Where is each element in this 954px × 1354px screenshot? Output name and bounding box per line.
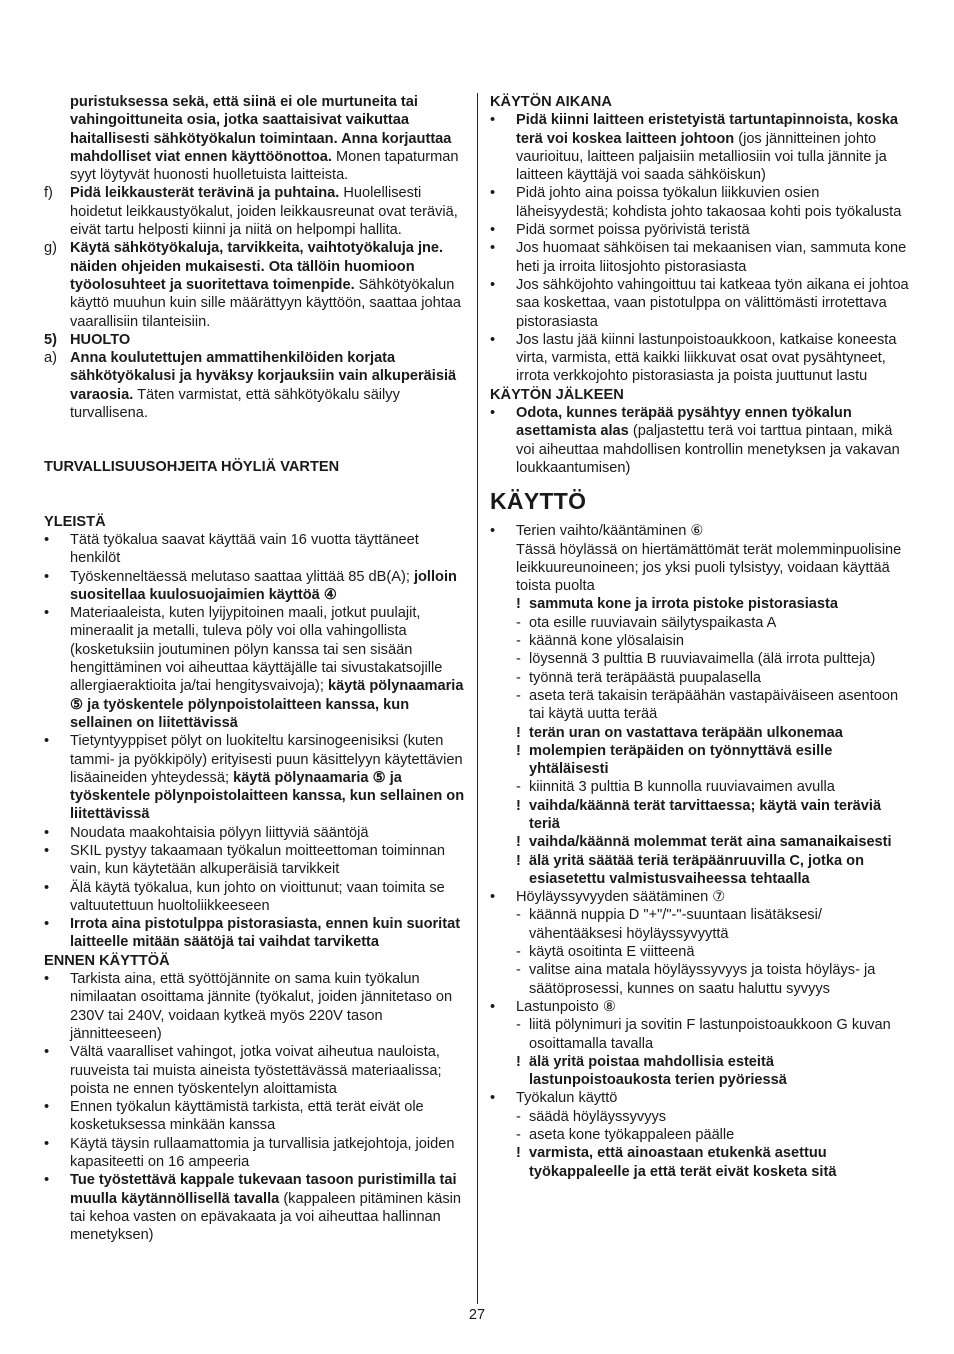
warning-step [490, 1144, 910, 1181]
warning-step [490, 833, 910, 851]
warning-marker: ! [516, 797, 521, 814]
warning-step [490, 852, 910, 889]
step-item [490, 778, 910, 796]
list-item [490, 221, 910, 239]
after-use-heading: KÄYTÖN JÄLKEEN [490, 386, 624, 403]
dash-marker: - [516, 1127, 521, 1144]
list-item [44, 1171, 468, 1244]
step-item [490, 614, 910, 632]
bullet: • [44, 842, 50, 859]
list-item [490, 111, 910, 184]
list-item-tail-text: (kappaleen pitäminen käsin tai kehoa vasten on epävakaata ja voi aiheuttaa hallinnan menetyksen) [70, 1190, 461, 1244]
list-item-normal-text: Materiaaleista, kuten lyijypitoinen maali, jotkut puulajit, mineraalit ja metalli, tuleva pöly voi olla vahingollista (kosketuksiin joutuminen pölyn kanssa tai sen sisään hengittäminen voi aiheuttaa käyttäjälle tai sivustakatsojille allergiaeraktioita ja/tai hengitysvaivoja); [70, 605, 443, 695]
list-item-bold-text: Tue työstettävä kappale tukevaan tasoon puristimilla tai muulla käytännöllisellä tavalla [70, 1172, 457, 1207]
item-f-marker: f) [44, 185, 53, 202]
warning-step [490, 742, 910, 779]
list-item-normal-text: Tietyntyyppiset pölyt on luokiteltu karsinogeenisiksi (kuten tammi- ja pyökkipöly) erityisesti puun käsittelyyn käytettävien lisäaineiden yhteydessä; [70, 733, 463, 786]
step-text: älä yritä säätää teriä teräpäänruuvilla C, jotka on esiasetettu valmistusvaiheessa tehtaalla [529, 852, 864, 887]
depth-adjust-steps [490, 906, 910, 997]
item-f-bold: Pidä leikkausterät terävinä ja puhtaina. [70, 185, 340, 202]
list-item-normal-text: Älä käytä työkalua, kun johto on vioittunut; vaan toimita se valtuutettuun huoltoliikkeeseen [70, 879, 445, 914]
list-item [490, 331, 910, 386]
step-text: aseta kone työkappaleen päälle [529, 1127, 735, 1144]
step-text: käännä kone ylösalaisin [529, 633, 684, 650]
warning-step [490, 797, 910, 834]
warning-marker: ! [516, 724, 521, 741]
list-item [44, 970, 468, 1043]
item-g-normal: Sähkötyökalun käyttö muuhun kuin sille määrättyyn käyttöön, saattaa johtaa vaarallisiin tilanteisiin. [70, 276, 462, 330]
list-item-normal-text: Vältä vaaralliset vahingot, jotka voivat aiheutua nauloista, ruuveista tai muista aineista työstettävässä materiaalissa; poista ne ennen työskentelyn aloittamista [70, 1044, 442, 1097]
list-item [44, 824, 468, 842]
list-item-normal-text: Jos sähköjohto vahingoittuu tai katkeaa työn aikana ei johtoa saa koskettaa, vaan pistotulppa on välittömästi irrotettava pistorasiasta [516, 276, 909, 330]
list-item-tail-text: (jos jännitteinen johto vaurioituu, laitteen paljaisiin metalliosiin voi tulla jännite ja laitteen käyttäjä voi saada sähköiskun) [516, 130, 887, 184]
step-text: valitse aina matala höyläyssyvyys ja toista höyläys- ja säätöprosessi, kunnes on saatu haluttu syvyys [529, 962, 876, 997]
warning-marker: ! [516, 742, 521, 759]
list-item [44, 842, 468, 879]
general-list [44, 531, 468, 952]
item-g-marker: g) [44, 240, 57, 257]
bullet: • [44, 733, 50, 750]
list-item [44, 1135, 468, 1172]
step-item [490, 1126, 910, 1144]
section-5-marker: 5) [44, 331, 57, 348]
bullet: • [44, 1099, 50, 1116]
left-column [44, 93, 468, 1245]
dash-marker: - [516, 1017, 521, 1034]
warning-marker: ! [516, 1053, 521, 1070]
bullet: • [44, 971, 50, 988]
step-text: aseta terä takaisin teräpäähän vastapäiväiseen asentoon tai käytä uutta terää [529, 687, 899, 723]
continued-paragraph [44, 93, 468, 184]
list-item-bold-text: jolloin suositellaa kuulosuojaimien käyttöä ④ [70, 568, 457, 603]
list-item-normal-text: Jos lastu jää kiinni lastunpoistoaukkoon, katkaise koneesta virta, varmista, että kaikki liikkuvat osat ovat pysähtyneet, irrota verkkojohto pistorasiasta ja poista juuttunut lastu [516, 331, 897, 385]
bullet: • [490, 523, 496, 540]
blade-change-steps [490, 595, 910, 888]
bullet: • [44, 824, 50, 841]
step-text: työnnä terä teräpäästä puupalasella [529, 669, 762, 686]
step-text: molempien teräpäiden on työnnyttävä esille yhtäläisesti [529, 742, 833, 778]
list-item-normal-text: Tätä työkalua saavat käyttää vain 16 vuotta täyttäneet henkilöt [70, 531, 419, 567]
bullet: • [44, 531, 50, 548]
bullet: • [44, 1172, 50, 1189]
bullet: • [490, 276, 496, 293]
bullet: • [44, 1135, 50, 1152]
item-g [44, 239, 468, 330]
warning-marker: ! [516, 852, 521, 869]
list-item [44, 879, 468, 916]
bullet: • [490, 331, 496, 348]
step-text: käännä nuppia D "+"/"-"-suuntaan lisätäksesi/ vähentääksesi höyläyssyvyyttä [529, 907, 822, 942]
step-item [490, 961, 910, 998]
step-text: sammuta kone ja irrota pistoke pistorasiasta [529, 596, 839, 613]
list-item-normal-text: Jos huomaat sähköisen tai mekaanisen vian, sammuta kone heti ja irroita liitosjohto pistorasiasta [516, 240, 907, 275]
list-item-normal-text: Pidä sormet poissa pyörivistä teristä [516, 222, 750, 239]
bullet: • [490, 185, 496, 202]
list-item [490, 276, 910, 331]
list-item-normal-text: Työskenneltäessä melutaso saattaa ylittää 85 dB(A); [70, 568, 414, 585]
bullet: • [44, 568, 50, 585]
column-divider [477, 93, 478, 1304]
list-item-bold-text: käytä pölynaamaria ⑤ ja työskentele pölynpoistolaitteen kanssa, kun sellainen on liitettävissä [70, 769, 465, 823]
step-item [490, 669, 910, 687]
chip-ejection-item [490, 998, 910, 1016]
step-text: varmista, että ainoastaan etukenkä asettuu työkappaleelle ja että terät eivät kosketa sitä [529, 1145, 837, 1180]
list-item [490, 239, 910, 276]
before-use-list [44, 970, 468, 1244]
list-item-bold-text: Irrota aina pistotulppa pistorasiasta, ennen kuin suoritat laitteelle mitään säätöjä tai vaihdat tarviketta [70, 916, 461, 951]
step-text: kiinnitä 3 pulttia B kunnolla ruuviavaimen avulla [529, 779, 835, 796]
dash-marker: - [516, 651, 521, 668]
after-use-list [490, 404, 910, 477]
list-item [44, 732, 468, 823]
step-text: käytä osoitinta E viitteenä [529, 944, 695, 961]
list-item [490, 184, 910, 221]
during-use-list [490, 111, 910, 385]
list-item [44, 531, 468, 568]
section-5-title: HUOLTO [70, 331, 131, 348]
list-item-bold-text: Pidä kiinni laitteen eristetyistä tartuntapinnoista, koska terä voi koskea laitteen johtoon [516, 112, 898, 147]
item-a-marker: a) [44, 350, 57, 367]
bullet: • [490, 998, 496, 1015]
list-item-tail-text: (paljastettu terä voi tarttua pintaan, mikä voi aiheuttaa mahdollisen kontrollin menetyksen ja vakavan loukkaantumisen) [516, 423, 900, 476]
bullet: • [44, 605, 50, 622]
step-item [490, 1016, 910, 1053]
item-f [44, 184, 468, 239]
bullet: • [44, 916, 50, 933]
tool-use-steps [490, 1108, 910, 1181]
safety-heading: TURVALLISUUSOHJEITA HÖYLIÄ VARTEN [44, 459, 340, 476]
continued-bold-text: puristuksessa sekä, että siinä ei ole murtuneita tai vahingoittuneita osia, jotka saattaisivat vaikuttaa haitallisesti sähkötyökalun toimintaan. Anna korjauttaa mahdolliset viat ennen käyttöönottoa. [70, 94, 452, 165]
item-g-bold: Käytä sähkötyökaluja, tarvikkeita, vaihtotyökaluja jne. näiden ohjeiden mukaisesti. Ota tällöin huomioon työolosuhteet ja suoritettava toimenpide. [70, 240, 444, 293]
warning-step [490, 724, 910, 742]
list-item [44, 915, 468, 952]
section-5-heading [44, 331, 468, 349]
bullet: • [490, 112, 496, 129]
dash-marker: - [516, 962, 521, 979]
chip-ejection-title: Lastunpoisto ⑧ [516, 998, 616, 1015]
warning-step [490, 595, 910, 613]
step-text: liitä pölynimuri ja sovitin F lastunpoistoaukkoon G kuvan osoittamalla tavalla [529, 1017, 891, 1052]
during-use-heading: KÄYTÖN AIKANA [490, 94, 612, 110]
blade-change-item [490, 522, 910, 595]
bullet: • [44, 1044, 50, 1061]
step-text: säädä höyläyssyvyys [529, 1108, 667, 1125]
list-item-bold-text: käytä pölynaamaria ⑤ ja työskentele pölynpoistolaitteen kanssa, kun sellainen on liitettävissä [70, 678, 464, 731]
step-text: vaihda/käännä molemmat terät aina samanaikaisesti [529, 834, 892, 851]
warning-marker: ! [516, 596, 521, 613]
step-item [490, 687, 910, 724]
tool-use-title: Työkalun käyttö [516, 1090, 618, 1107]
bullet: • [490, 889, 496, 906]
list-item-normal-text: Tarkista aina, että syöttöjännite on sama kuin työkalun nimilaatan osoittama jännite (työkalut, joiden jännitetaso on 230V tai 240V, voidaan kytkeä myös 220V tason jännitteeseen) [70, 971, 453, 1042]
dash-marker: - [516, 669, 521, 686]
dash-marker: - [516, 633, 521, 650]
bullet: • [490, 405, 496, 422]
bullet: • [490, 1090, 496, 1107]
step-item [490, 1108, 910, 1126]
blade-change-desc: Tässä höylässä on hiertämättömät terät molemminpuolisine leikkuureunoineen; jos yksi puoli tylsistyy, voidaan käyttää toista puolta [516, 541, 902, 595]
warning-step [490, 1053, 910, 1090]
general-heading: YLEISTÄ [44, 513, 106, 530]
item-a-normal: Täten varmistat, että sähkötyökalu säilyy turvallisena. [70, 386, 400, 422]
step-text: ota esille ruuviavain säilytyspaikasta A [529, 614, 777, 631]
list-item-normal-text: Ennen työkalun käyttämistä tarkista, että terät eivät ole kosketuksessa minkään kanssa [70, 1099, 424, 1134]
right-column [490, 93, 910, 1181]
dash-marker: - [516, 687, 521, 704]
bullet: • [490, 222, 496, 239]
bullet: • [490, 240, 496, 257]
warning-marker: ! [516, 1145, 521, 1162]
bullet: • [44, 879, 50, 896]
warning-marker: ! [516, 834, 521, 851]
step-text: löysennä 3 pulttia B ruuviavaimella (älä irrota pultteja) [529, 651, 876, 668]
step-item [490, 906, 910, 943]
list-item-normal-text: SKIL pystyy takaamaan työkalun moitteettoman toiminnan vain, kun käytetään alkuperäisiä tarvikkeit [70, 842, 446, 878]
list-item-normal-text: Noudata maakohtaisia pölyyn liittyviä sääntöjä [70, 824, 369, 841]
dash-marker: - [516, 1108, 521, 1125]
list-item-normal-text: Käytä täysin rullaamattomia ja turvallisia jatkejohtoja, joiden kapasiteetti on 16 ampeeria [70, 1135, 455, 1171]
step-item [490, 632, 910, 650]
item-a-bold: Anna koulutettujen ammattihenkilöiden korjata sähkötyökalusi ja hyväksy korjauksiin vain alkuperäisiä varaosia. [70, 350, 457, 403]
continued-normal-text: Monen tapaturman syyt löytyvät huonosti huolletuista laitteista. [70, 148, 459, 184]
step-text: terän uran on vastattava teräpään ulkonemaa [529, 724, 843, 741]
tool-use-item [490, 1089, 910, 1107]
dash-marker: - [516, 907, 521, 924]
list-item [490, 404, 910, 477]
item-f-normal: Huolellisesti hoidetut leikkaustyökalut, joiden leikkausreunat ovat teräviä, eivät tartu helposti kiinni ja niitä on helpompi hallita. [70, 185, 458, 239]
step-text: vaihda/käännä terät tarvittaessa; käytä vain teräviä teriä [529, 797, 882, 832]
depth-adjust-item [490, 888, 910, 906]
list-item-normal-text: Pidä johto aina poissa työkalun liikkuvien osien läheisyydestä; kohdista johto takaosaa kohti pois työkalusta [516, 185, 902, 220]
step-text: älä yritä poistaa mahdollisia esteitä lastunpoistoaukosta terien pyöriessä [529, 1053, 787, 1089]
list-item [44, 1098, 468, 1135]
chip-ejection-steps [490, 1016, 910, 1089]
step-item [490, 650, 910, 668]
step-item [490, 943, 910, 961]
depth-adjust-title: Höyläyssyvyyden säätäminen ⑦ [516, 889, 726, 906]
list-item [44, 568, 468, 605]
list-item [44, 604, 468, 732]
use-heading: KÄYTTÖ [490, 488, 587, 515]
item-a [44, 349, 468, 422]
list-item-bold-text: Odota, kunnes teräpää pysähtyy ennen työkalun asettamista alas [516, 405, 852, 440]
before-use-heading: ENNEN KÄYTTÖÄ [44, 952, 170, 969]
list-item [44, 1043, 468, 1098]
blade-change-title: Terien vaihto/kääntäminen ⑥ [516, 523, 704, 540]
dash-marker: - [516, 779, 521, 796]
page-number: 27 [468, 1307, 486, 1323]
dash-marker: - [516, 614, 521, 631]
dash-marker: - [516, 944, 521, 961]
